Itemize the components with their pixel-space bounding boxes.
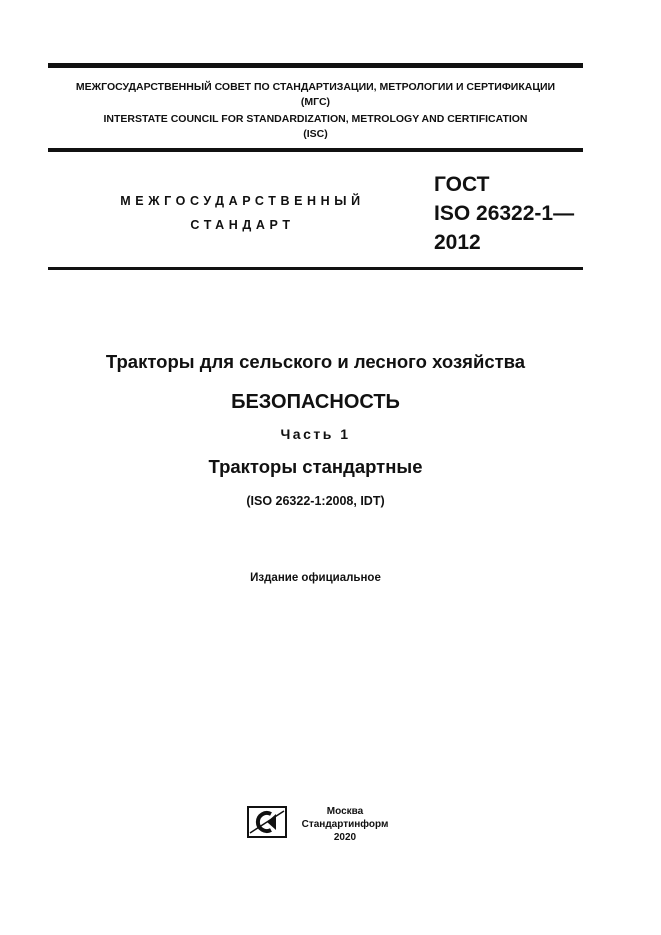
gost-year: 2012	[434, 231, 481, 254]
council-rule	[48, 148, 583, 152]
council-ru	[48, 80, 583, 110]
council-en-line: INTERSTATE COUNCIL FOR STANDARDIZATION, METROLOGY AND CERTIFICATION	[103, 113, 528, 125]
header-rule	[48, 267, 583, 270]
document-part: Часть 1	[280, 426, 351, 442]
standard-kind	[110, 189, 375, 237]
top-rule	[48, 63, 583, 68]
gost-designation	[434, 170, 574, 257]
imprint-publisher: Стандартинформ	[301, 819, 389, 830]
council-ru-line: МЕЖГОСУДАРСТВЕННЫЙ СОВЕТ ПО СТАНДАРТИЗАЦИИ, МЕТРОЛОГИИ И СЕРТИФИКАЦИИ	[75, 81, 556, 93]
standartinform-logo-icon	[247, 806, 287, 838]
document-section: БЕЗОПАСНОСТЬ	[231, 391, 400, 413]
standard-kind-line1: МЕЖГОСУДАРСТВЕННЫЙ	[120, 194, 365, 208]
document-title: Тракторы для сельского и лесного хозяйства	[105, 351, 526, 372]
publisher-imprint	[300, 805, 390, 844]
council-ru-abbr: (МГС)	[300, 96, 331, 108]
gost-label: ГОСТ	[434, 173, 490, 196]
imprint-city: Москва	[326, 806, 364, 817]
document-subtitle: Тракторы стандартные	[208, 456, 423, 477]
council-en	[48, 112, 583, 142]
imprint-year: 2020	[333, 832, 357, 843]
iso-reference: (ISO 26322-1:2008, IDT)	[246, 494, 385, 508]
gost-number: ISO 26322-1—	[434, 202, 575, 225]
edition-note: Издание официальное	[250, 572, 381, 584]
standard-kind-line2: СТАНДАРТ	[190, 218, 295, 232]
council-en-abbr: (ISC)	[303, 128, 328, 140]
